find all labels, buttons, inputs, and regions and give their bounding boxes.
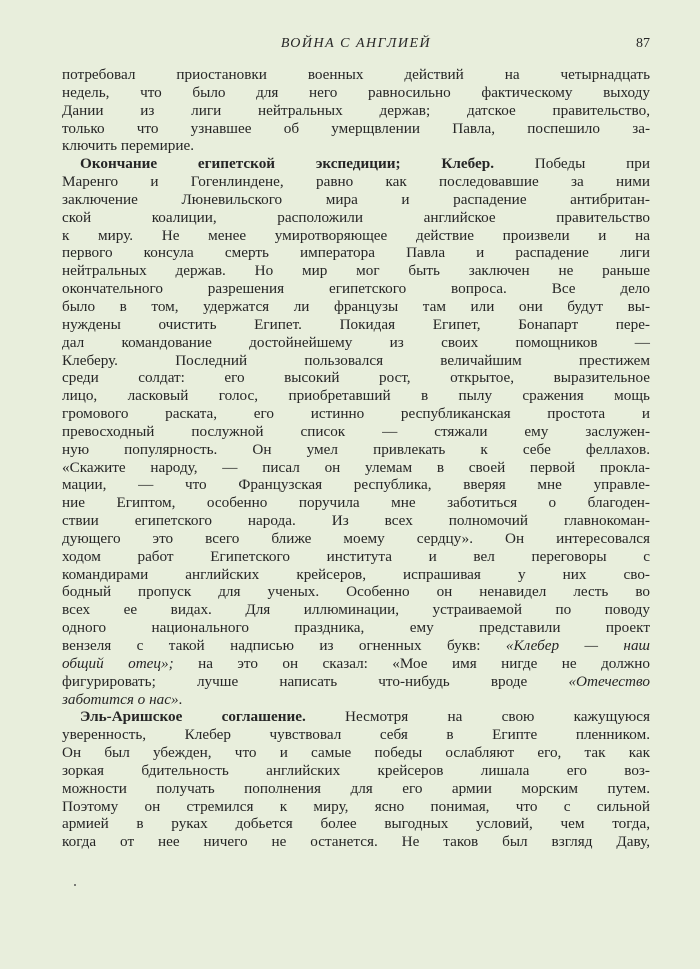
text-segment: заключение Люневильского мира и распадение антибритан- — [62, 190, 650, 208]
text-line — [62, 601, 650, 619]
text-line — [62, 405, 650, 423]
text-line — [62, 280, 650, 298]
text-segment: к миру. Не менее умиротворяющее действие произвели и на — [62, 226, 650, 244]
text-line — [62, 512, 650, 530]
section-heading: Окончание египетской экспедиции; Клебер. — [80, 155, 494, 173]
section-heading: Эль-Аришское соглашение. — [80, 708, 306, 726]
text-line — [62, 120, 650, 138]
text-segment: зоркая бдительность английских крейсеров лишала его воз- — [62, 761, 650, 779]
text-segment: Несмотря на свою кажущуюся — [305, 708, 650, 726]
text-segment: ствии египетского народа. Из всех полномочий главнокоман- — [62, 512, 650, 530]
text-line — [62, 137, 650, 155]
text-line — [62, 387, 650, 405]
italic-quote: «Клебер — наш — [505, 637, 651, 654]
text-line — [62, 66, 650, 84]
text-segment: ключить перемирие. — [62, 137, 195, 155]
text-segment: только что узнавшее об умерщвлении Павла, поспешило за- — [62, 119, 650, 137]
text-segment: лицо, ласковый голос, приобретавший в пылу сражения мощь — [62, 387, 650, 405]
text-segment: уверенность, Клебер чувствовал себя в Египте пленником. — [62, 726, 650, 744]
text-line — [62, 173, 650, 191]
text-segment: ходом работ Египетского института и вел переговоры с — [62, 547, 650, 565]
page-body-text — [62, 66, 650, 851]
text-line — [62, 548, 650, 566]
text-line — [62, 227, 650, 245]
text-segment: потребовал приостановки военных действий на четырнадцать — [62, 66, 650, 83]
text-line — [62, 583, 650, 601]
text-segment: недель, что было для него равносильно фактическому выходу — [62, 83, 650, 101]
text-segment: громового раската, его истинно республиканская простота и — [62, 405, 650, 423]
italic-quote: «Отечество — [568, 672, 650, 690]
text-segment: нейтральных держав. Но мир мог быть заключен не раньше — [62, 262, 650, 280]
text-line — [62, 815, 650, 833]
text-line — [62, 459, 650, 477]
text-segment: первого консула смерть императора Павла и распадение лиги — [62, 244, 650, 262]
page-header — [62, 36, 650, 56]
text-segment: дующего это всего ближе моему сердцу». Он интересовался — [62, 529, 650, 547]
text-segment: армией в руках добьется более выгодных условий, чем тогда, — [62, 815, 650, 833]
text-line — [62, 102, 650, 120]
text-segment: мации, — что Французская республика, вверяя мне управле- — [62, 476, 650, 494]
text-segment: ную популярность. Он умел привлекать к себе феллахов. — [62, 440, 650, 458]
text-line — [62, 637, 650, 655]
text-line — [62, 762, 650, 780]
text-line — [62, 691, 650, 709]
text-segment: на это он сказал: «Мое имя нигде не должно — [173, 654, 650, 672]
text-line — [62, 726, 650, 744]
text-segment: вензеля с такой надписью из огненных букв: — [62, 637, 506, 654]
text-segment: было в том, удержатся ли французы там или они будут вы- — [62, 297, 650, 315]
text-line — [62, 780, 650, 798]
text-line — [62, 155, 650, 173]
page-number: 87 — [636, 36, 650, 51]
text-segment: Он был убежден, что и самые победы ослабляют его, так как — [62, 744, 650, 762]
running-title: ВОЙНА С АНГЛИЕЙ — [280, 36, 432, 51]
text-segment: когда от нее ничего не останется. Не таков был взгляд Даву, — [62, 833, 650, 851]
text-segment: Дании из лиги нейтральных держав; датское правительство, — [62, 101, 650, 119]
text-line — [62, 369, 650, 387]
italic-quote: общий отец»; — [62, 654, 174, 672]
text-segment: окончательного разрешения египетского вопроса. Все дело — [62, 280, 650, 298]
text-line — [62, 209, 650, 227]
text-line — [62, 744, 650, 762]
text-line — [62, 84, 650, 102]
text-line — [62, 316, 650, 334]
scan-speck — [74, 884, 76, 886]
text-segment: Победы при — [494, 155, 650, 173]
text-line — [62, 476, 650, 494]
text-line — [62, 566, 650, 584]
text-line — [62, 833, 650, 851]
text-segment: всех ее видах. Для иллюминации, устраиваемой по поводу — [62, 601, 650, 619]
text-line — [62, 655, 650, 673]
text-segment: Маренго и Гогенлиндене, равно как последовавшие за ними — [62, 173, 650, 191]
text-line — [62, 191, 650, 209]
text-line — [62, 798, 650, 816]
text-segment: можности получать пополнения для его армии морским путем. — [62, 779, 650, 797]
text-line — [62, 352, 650, 370]
text-segment: командирами английских крейсеров, испрашивая у них сво- — [62, 565, 650, 583]
text-line — [62, 619, 650, 637]
text-segment: . — [178, 690, 183, 708]
text-line — [62, 262, 650, 280]
text-line — [62, 298, 650, 316]
text-segment: ской коалиции, расположили английское правительство — [62, 208, 650, 226]
text-segment: Клеберу. Последний пользовался величайшим престижем — [62, 351, 650, 369]
text-segment: Поэтому он стремился к миру, ясно понимая, что с сильной — [62, 797, 650, 815]
italic-quote: заботится о нас» — [62, 690, 179, 708]
text-line — [62, 708, 650, 726]
text-segment: «Скажите народу, — писал он улемам в своей первой прокла- — [62, 458, 650, 476]
text-line — [62, 423, 650, 441]
text-segment: одного национального праздника, ему представили проект — [62, 619, 650, 637]
text-segment: ние Египтом, особенно поручила мне заботиться о благоден- — [62, 494, 650, 512]
text-line — [62, 244, 650, 262]
text-segment: превосходный послужной список — стяжали ему заслужен- — [62, 422, 650, 440]
text-line — [62, 441, 650, 459]
text-segment: дал командование достойнейшему из своих помощников — — [62, 333, 650, 351]
text-segment: нуждены очистить Египет. Покидая Египет, Бонапарт пере- — [62, 315, 650, 333]
text-segment: фигурировать; лучше написать что-нибудь вроде — [62, 672, 569, 690]
text-line — [62, 530, 650, 548]
text-line — [62, 494, 650, 512]
text-line — [62, 334, 650, 352]
text-segment: среди солдат: его высокий рост, открытое, выразительное — [62, 369, 650, 387]
text-segment: бодный пропуск для ученых. Особенно он ненавидел лесть во — [62, 583, 650, 601]
text-line — [62, 673, 650, 691]
